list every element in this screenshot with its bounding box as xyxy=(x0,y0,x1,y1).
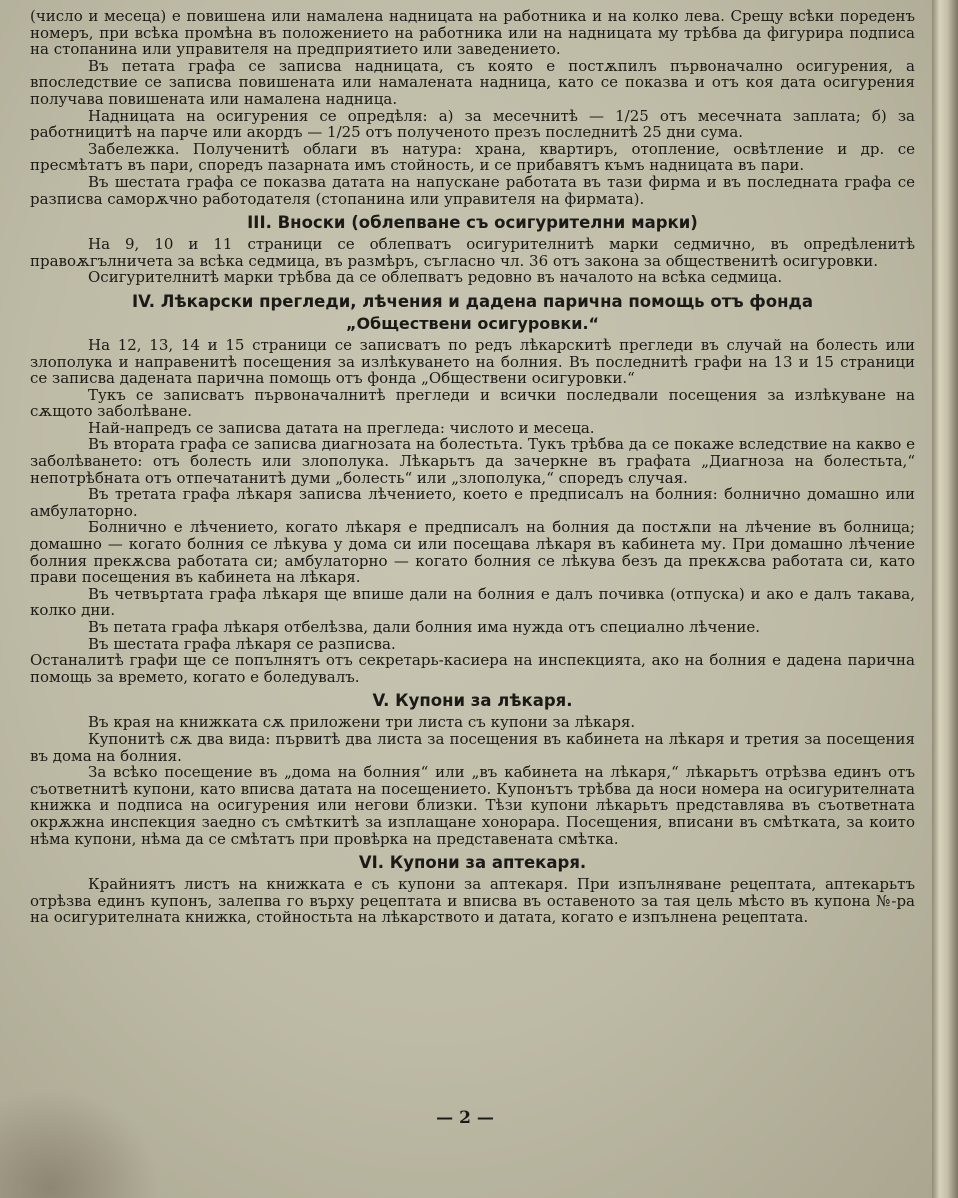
section-5-title: V. Купони за лѣкаря. xyxy=(372,691,573,711)
section-6-paragraph: Крайниятъ листъ на книжката е съ купони за аптекаря. При изпълняване рецептата, аптекарьтъ отрѣзва единъ купонъ, залепва го върху рецептата и вписва въ оставеното за тая цель мѣсто въ купона №-ра на осигурителната книжка, стойностьта на лѣкарството и датата, когато е изпълнена рецептата. xyxy=(30,875,915,927)
intro-paragraph-2: Въ петата графа се записва надницата, съ която е постѫпилъ първоначално осигурения, а впоследствие се записва повишената или намалената надница, като се показва и отъ коя дата осигурения получава повишената или намалена надница. xyxy=(30,56,915,108)
intro-paragraph-3: Надницата на осигурения се опредѣля: а) за месечнитѣ — 1/25 отъ месечната заплата; б) за работницитѣ на парче или акордъ — 1/25 отъ полученото презъ последнитѣ 25 дни сума. xyxy=(30,106,915,142)
section-4-paragraph: Болнично е лѣчението, когато лѣкаря е предписалъ на болния да постѫпи на лѣчение въ болница; домашно — когато болния се лѣкува у дома си или посещава лѣкаря въ кабинета му. При домашно лѣчение болния прекѫсва работата си; амбулаторно — когато болния се лѣкува безъ да прекѫсва работата си, като прави посещения въ кабинета на лѣкаря. xyxy=(30,518,915,587)
section-4-paragraph: Въ шестата графа лѣкаря се разписва. xyxy=(88,634,396,653)
section-4-paragraph: Тукъ се записватъ първоначалнитѣ прегледи и всички последвали посещения за излѣкуване на сѫщото заболѣване. xyxy=(30,385,915,421)
page-number: — 2 — xyxy=(436,1108,494,1128)
section-4-paragraph: Най-напредъ се записва датата на прегледа: числото и месеца. xyxy=(88,418,595,437)
book-spine xyxy=(932,0,958,1198)
section-5-paragraph: Купонитѣ сѫ два вида: първитѣ два листа за посещения въ кабинета на лѣкаря и третия за посещения въ дома на болния. xyxy=(30,729,915,765)
section-5-paragraph: За всѣко посещение въ „дома на болния“ или „въ кабинета на лѣкаря,“ лѣкарьтъ отрѣзва единъ отъ съответнитѣ купони, като вписва датата на посещението. Купонътъ трѣбва да носи номера на осигурителната книжка и подписа на осигурения или негови близки. Тѣзи купони лѣкарьтъ представлява въ съответната окрѫжна инспекция заедно съ смѣткитѣ за изплащане хонорара. Посещения, вписани въ смѣтката, за които нѣма купони, нѣма да се смѣтатъ при провѣрка на представената смѣтка. xyxy=(30,763,915,848)
intro-paragraph-5: Въ шестата графа се показва датата на напускане работата въ тази фирма и въ последната графа се разписва саморѫчно работодателя (стопанина или управителя на фирмата). xyxy=(30,172,915,208)
section-4-subtitle: „Обществени осигуровки.“ xyxy=(345,313,600,333)
section-4-paragraph: Останалитѣ графи ще се попълнятъ отъ секретарь-касиера на инспекцията, ако на болния е дадена парична помощь за времето, когато е боледувалъ. xyxy=(30,651,915,686)
document-body xyxy=(30,8,915,926)
section-4-paragraph: Въ втората графа се записва диагнозата на болестьта. Тукъ трѣбва да се покаже вследствие на какво е заболѣването: отъ болесть или злополука. Лѣкарьтъ да зачеркне въ графата „Диагноза на болестьта,“ непотрѣбната отъ отпечатанитѣ думи „болесть“ или „злополука,“ споредъ случая. xyxy=(30,435,915,487)
page-shadow-corner xyxy=(0,1088,160,1198)
section-4-paragraph: Въ третата графа лѣкаря записва лѣчението, което е предписалъ на болния: болнично домашно или амбулаторно. xyxy=(30,485,915,520)
section-3-paragraph: На 9, 10 и 11 страници се облепватъ осигурителнитѣ марки седмично, въ опредѣленитѣ правоѫгълничета за всѣка седмица, въ размѣръ, съгласно чл. 36 отъ закона за общественитѣ осигуровки. xyxy=(30,235,915,270)
intro-paragraph-1: (число и месеца) е повишена или намалена надницата на работника и на колко лева. Срещу всѣки пореденъ номеръ, при всѣка промѣна въ положението на работника или на надницата му трѣбва да фигурира подписа на стопанина или управителя на предприятието или заведението. xyxy=(30,7,915,59)
section-5-paragraph: Въ края на книжката сѫ приложени три листа съ купони за лѣкаря. xyxy=(88,713,636,732)
intro-paragraph-4: Забележка. Полученитѣ облаги въ натура: храна, квартиръ, отопление, освѣтление и др. се пресмѣтатъ въ пари, споредъ пазарната имъ стойность, и се прибавятъ къмъ надницата въ пари. xyxy=(30,139,915,175)
section-3-title: III. Вноски (облепване съ осигурителни марки) xyxy=(247,213,698,233)
section-4-paragraph: На 12, 13, 14 и 15 страници се записватъ по редъ лѣкарскитѣ прегледи въ случай на болесть или злополука и направенитѣ посещения за излѣкуването на болния. Въ последнитѣ графи на 13 и 15 страници се записва дадената парична помощь отъ фонда „Обществени осигуровки.“ xyxy=(30,335,915,388)
section-4-paragraph: Въ четвъртата графа лѣкаря ще впише дали на болния е далъ почивка (отпуска) и ако е далъ такава, колко дни. xyxy=(30,584,915,620)
section-4-paragraph: Въ петата графа лѣкаря отбелѣзва, дали болния има нужда отъ специално лѣчение. xyxy=(88,618,761,636)
section-3-paragraph: Осигурителнитѣ марки трѣбва да се облепватъ редовно въ началото на всѣка седмица. xyxy=(88,268,783,287)
section-4-title: IV. Лѣкарски прегледи, лѣчения и дадена парична помощь отъ фонда xyxy=(132,291,813,311)
section-6-title: VI. Купони за аптекаря. xyxy=(358,853,587,873)
